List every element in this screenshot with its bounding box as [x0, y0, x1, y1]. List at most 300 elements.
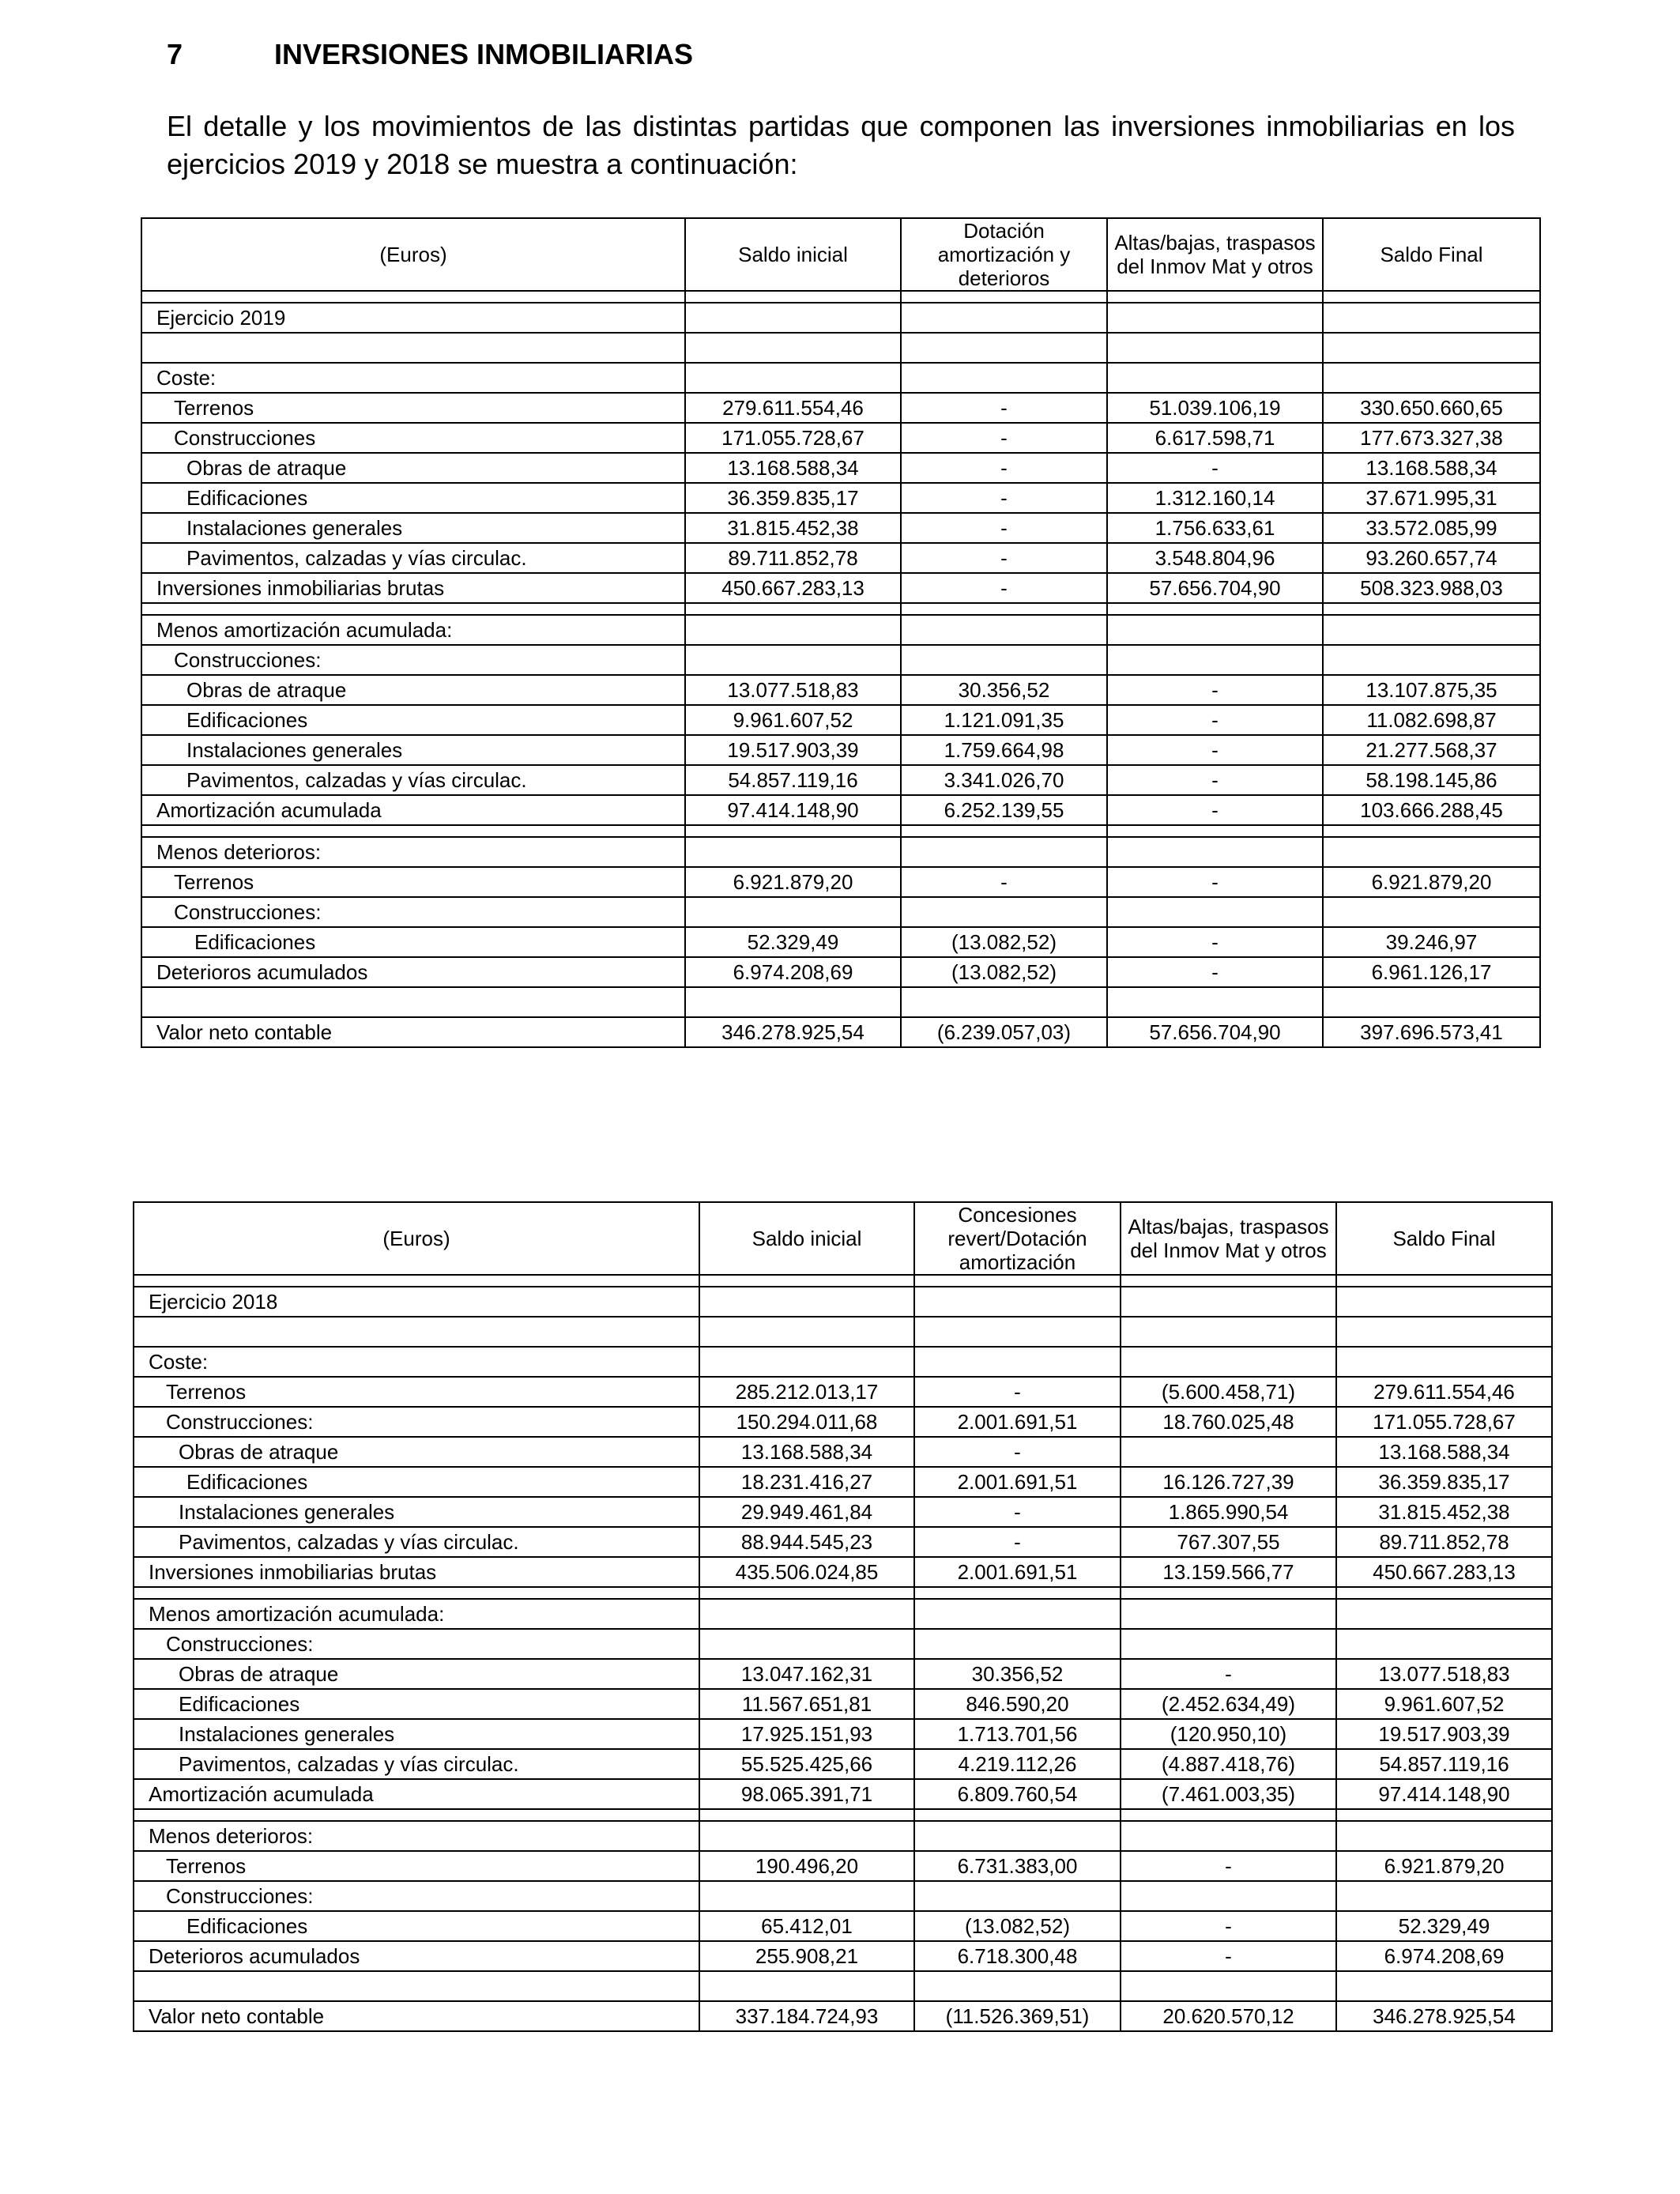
table-row — [134, 1881, 1552, 1911]
value-cell — [1121, 1809, 1336, 1821]
value-cell: 285.212.013,17 — [699, 1377, 914, 1407]
row-label: Construcciones: — [134, 1407, 699, 1437]
value-cell — [699, 1599, 914, 1629]
value-cell: - — [1107, 453, 1323, 483]
table-row — [141, 867, 1540, 897]
row-label: Valor neto contable — [141, 1017, 685, 1047]
value-cell — [699, 1587, 914, 1599]
value-cell — [1323, 987, 1540, 1017]
value-cell: 52.329,49 — [1336, 1911, 1552, 1941]
row-label: Ejercicio 2018 — [134, 1287, 699, 1317]
value-cell — [685, 987, 901, 1017]
row-label: Construcciones: — [134, 1629, 699, 1659]
value-cell — [699, 1317, 914, 1347]
row-label: Edificaciones — [134, 1911, 699, 1941]
separator-row — [134, 1809, 1552, 1821]
value-cell — [685, 837, 901, 867]
row-label: Inversiones inmobiliarias brutas — [134, 1557, 699, 1587]
header-altas-bajas: Altas/bajas, traspasos del Inmov Mat y otros — [1121, 1202, 1336, 1275]
value-cell: 13.168.588,34 — [699, 1437, 914, 1467]
value-cell: 65.412,01 — [699, 1911, 914, 1941]
table-row — [141, 735, 1540, 765]
table-row — [134, 1377, 1552, 1407]
header-saldo-final: Saldo Final — [1336, 1202, 1552, 1275]
row-label: Obras de atraque — [134, 1437, 699, 1467]
row-label: Instalaciones generales — [134, 1497, 699, 1527]
value-cell: - — [1107, 765, 1323, 795]
value-cell — [914, 1599, 1121, 1629]
value-cell: 1.312.160,14 — [1107, 483, 1323, 513]
value-cell: 330.650.660,65 — [1323, 393, 1540, 423]
value-cell: 346.278.925,54 — [685, 1017, 901, 1047]
value-cell — [1323, 291, 1540, 303]
value-cell — [685, 615, 901, 645]
row-label: Pavimentos, calzadas y vías circulac. — [134, 1749, 699, 1779]
value-cell — [1107, 897, 1323, 927]
separator-row — [134, 1587, 1552, 1599]
value-cell: - — [914, 1377, 1121, 1407]
table-row — [141, 705, 1540, 735]
table-row — [141, 837, 1540, 867]
value-cell: 57.656.704,90 — [1107, 573, 1323, 603]
value-cell: 6.961.126,17 — [1323, 957, 1540, 987]
value-cell: 6.921.879,20 — [685, 867, 901, 897]
value-cell: 6.974.208,69 — [685, 957, 901, 987]
row-label: Amortización acumulada — [141, 795, 685, 825]
value-cell — [914, 1629, 1121, 1659]
row-label: Coste: — [134, 1347, 699, 1377]
value-cell — [914, 1971, 1121, 2001]
table-row — [141, 897, 1540, 927]
value-cell: 150.294.011,68 — [699, 1407, 914, 1437]
table-row — [141, 453, 1540, 483]
header-saldo-inicial: Saldo inicial — [685, 218, 901, 291]
value-cell: - — [1121, 1911, 1336, 1941]
row-label — [141, 825, 685, 837]
table-row — [134, 1629, 1552, 1659]
value-cell — [1323, 303, 1540, 333]
value-cell — [685, 291, 901, 303]
table-row — [134, 1497, 1552, 1527]
row-label: Amortización acumulada — [134, 1779, 699, 1809]
table-2019 — [141, 217, 1541, 1048]
value-cell: 3.548.804,96 — [1107, 543, 1323, 573]
value-cell — [1323, 363, 1540, 393]
row-label: Edificaciones — [134, 1689, 699, 1719]
value-cell: (13.082,52) — [901, 957, 1107, 987]
value-cell: - — [901, 453, 1107, 483]
intro-paragraph: El detalle y los movimientos de las distintas partidas que componen las inversiones inmobiliarias en los ejercicios 2019 y 2018 se muestra a continuación: — [167, 110, 1515, 180]
value-cell: - — [914, 1497, 1121, 1527]
value-cell: 6.718.300,48 — [914, 1941, 1121, 1971]
value-cell — [901, 897, 1107, 927]
value-cell: 17.925.151,93 — [699, 1719, 914, 1749]
value-cell: - — [1107, 867, 1323, 897]
value-cell: 279.611.554,46 — [1336, 1377, 1552, 1407]
value-cell: 1.759.664,98 — [901, 735, 1107, 765]
value-cell: 89.711.852,78 — [1336, 1527, 1552, 1557]
value-cell: 4.219.112,26 — [914, 1749, 1121, 1779]
row-label — [141, 987, 685, 1017]
value-cell: 6.921.879,20 — [1336, 1851, 1552, 1881]
value-cell — [914, 1287, 1121, 1317]
value-cell — [1121, 1275, 1336, 1287]
row-label — [134, 1317, 699, 1347]
value-cell — [1121, 1821, 1336, 1851]
table-row — [141, 987, 1540, 1017]
row-label — [141, 291, 685, 303]
row-label: Obras de atraque — [141, 453, 685, 483]
value-cell — [901, 291, 1107, 303]
value-cell: 397.696.573,41 — [1323, 1017, 1540, 1047]
value-cell: 97.414.148,90 — [685, 795, 901, 825]
value-cell: (7.461.003,35) — [1121, 1779, 1336, 1809]
table-row — [141, 645, 1540, 675]
header-altas-bajas: Altas/bajas, traspasos del Inmov Mat y otros — [1107, 218, 1323, 291]
row-label: Terrenos — [141, 393, 685, 423]
value-cell — [1107, 303, 1323, 333]
table-row — [134, 1851, 1552, 1881]
row-label: Menos deterioros: — [141, 837, 685, 867]
value-cell: 13.077.518,83 — [1336, 1659, 1552, 1689]
row-label: Edificaciones — [141, 927, 685, 957]
value-cell: (120.950,10) — [1121, 1719, 1336, 1749]
separator-row — [141, 291, 1540, 303]
value-cell: - — [1107, 957, 1323, 987]
value-cell: (6.239.057,03) — [901, 1017, 1107, 1047]
value-cell: 11.082.698,87 — [1323, 705, 1540, 735]
value-cell: 16.126.727,39 — [1121, 1467, 1336, 1497]
row-label: Deterioros acumulados — [141, 957, 685, 987]
header-saldo-inicial: Saldo inicial — [699, 1202, 914, 1275]
value-cell: - — [1107, 735, 1323, 765]
value-cell — [1336, 1629, 1552, 1659]
value-cell — [901, 615, 1107, 645]
value-cell: 52.329,49 — [685, 927, 901, 957]
value-cell: - — [901, 423, 1107, 453]
row-label — [134, 1809, 699, 1821]
table-row — [134, 2001, 1552, 2031]
separator-row — [141, 825, 1540, 837]
value-cell: 98.065.391,71 — [699, 1779, 914, 1809]
value-cell: 13.107.875,35 — [1323, 675, 1540, 705]
row-label: Terrenos — [134, 1377, 699, 1407]
value-cell: - — [914, 1527, 1121, 1557]
value-cell: - — [914, 1437, 1121, 1467]
value-cell: 6.974.208,69 — [1336, 1941, 1552, 1971]
value-cell — [685, 897, 901, 927]
header-euros: (Euros) — [141, 218, 685, 291]
row-label: Instalaciones generales — [141, 513, 685, 543]
value-cell: 57.656.704,90 — [1107, 1017, 1323, 1047]
table-row — [134, 1911, 1552, 1941]
value-cell — [1323, 837, 1540, 867]
table-row — [134, 1971, 1552, 2001]
value-cell — [685, 363, 901, 393]
value-cell — [1121, 1287, 1336, 1317]
value-cell — [699, 1809, 914, 1821]
value-cell — [1336, 1275, 1552, 1287]
value-cell: - — [1107, 705, 1323, 735]
value-cell — [685, 645, 901, 675]
table-row — [134, 1437, 1552, 1467]
value-cell: 11.567.651,81 — [699, 1689, 914, 1719]
value-cell — [1121, 1599, 1336, 1629]
value-cell: 19.517.903,39 — [1336, 1719, 1552, 1749]
table-row — [141, 573, 1540, 603]
value-cell — [1107, 615, 1323, 645]
value-cell: 39.246,97 — [1323, 927, 1540, 957]
table-row — [141, 615, 1540, 645]
value-cell: 2.001.691,51 — [914, 1407, 1121, 1437]
value-cell — [1121, 1881, 1336, 1911]
value-cell — [699, 1347, 914, 1377]
value-cell — [1121, 1347, 1336, 1377]
value-cell: - — [1107, 927, 1323, 957]
row-label: Valor neto contable — [134, 2001, 699, 2031]
value-cell: - — [901, 543, 1107, 573]
value-cell — [1336, 1881, 1552, 1911]
value-cell: 1.865.990,54 — [1121, 1497, 1336, 1527]
value-cell: 9.961.607,52 — [1336, 1689, 1552, 1719]
value-cell — [685, 825, 901, 837]
value-cell — [685, 603, 901, 615]
value-cell — [699, 1275, 914, 1287]
value-cell — [901, 987, 1107, 1017]
value-cell: 346.278.925,54 — [1336, 2001, 1552, 2031]
value-cell — [685, 303, 901, 333]
value-cell: 846.590,20 — [914, 1689, 1121, 1719]
section-number: 7 — [167, 38, 183, 70]
value-cell: 97.414.148,90 — [1336, 1779, 1552, 1809]
value-cell: - — [901, 867, 1107, 897]
value-cell: (4.887.418,76) — [1121, 1749, 1336, 1779]
row-label: Obras de atraque — [134, 1659, 699, 1689]
value-cell: - — [901, 393, 1107, 423]
value-cell: 13.077.518,83 — [685, 675, 901, 705]
row-label: Menos amortización acumulada: — [134, 1599, 699, 1629]
row-label: Terrenos — [134, 1851, 699, 1881]
table-row — [141, 675, 1540, 705]
value-cell — [685, 333, 901, 363]
table-row — [134, 1689, 1552, 1719]
value-cell — [914, 1821, 1121, 1851]
table-row — [141, 1017, 1540, 1047]
value-cell — [901, 363, 1107, 393]
value-cell: - — [1121, 1941, 1336, 1971]
value-cell: 450.667.283,13 — [685, 573, 901, 603]
value-cell — [1121, 1971, 1336, 2001]
row-label: Construcciones: — [141, 645, 685, 675]
table-row — [134, 1821, 1552, 1851]
table-row — [141, 393, 1540, 423]
value-cell: 33.572.085,99 — [1323, 513, 1540, 543]
table-header-row — [134, 1202, 1552, 1275]
value-cell: 18.760.025,48 — [1121, 1407, 1336, 1437]
row-label — [134, 1275, 699, 1287]
value-cell — [901, 333, 1107, 363]
value-cell — [1336, 1347, 1552, 1377]
row-label — [141, 333, 685, 363]
row-label: Menos deterioros: — [134, 1821, 699, 1851]
value-cell: 18.231.416,27 — [699, 1467, 914, 1497]
value-cell: 54.857.119,16 — [1336, 1749, 1552, 1779]
table-row — [141, 423, 1540, 453]
value-cell: 88.944.545,23 — [699, 1527, 914, 1557]
value-cell — [1121, 1437, 1336, 1467]
row-label: Edificaciones — [141, 483, 685, 513]
value-cell — [1107, 291, 1323, 303]
table-row — [134, 1659, 1552, 1689]
value-cell — [1107, 603, 1323, 615]
table-row — [141, 543, 1540, 573]
value-cell — [699, 1971, 914, 2001]
value-cell: 13.168.588,34 — [1336, 1437, 1552, 1467]
row-label: Ejercicio 2019 — [141, 303, 685, 333]
value-cell: - — [901, 513, 1107, 543]
value-cell: 31.815.452,38 — [685, 513, 901, 543]
value-cell: 171.055.728,67 — [685, 423, 901, 453]
value-cell: 31.815.452,38 — [1336, 1497, 1552, 1527]
table-row — [134, 1347, 1552, 1377]
value-cell: 20.620.570,12 — [1121, 2001, 1336, 2031]
table-row — [134, 1557, 1552, 1587]
table-row — [134, 1527, 1552, 1557]
value-cell — [699, 1821, 914, 1851]
value-cell — [1107, 837, 1323, 867]
value-cell — [914, 1317, 1121, 1347]
value-cell — [1323, 615, 1540, 645]
row-label: Pavimentos, calzadas y vías circulac. — [134, 1527, 699, 1557]
value-cell — [699, 1629, 914, 1659]
value-cell — [1323, 897, 1540, 927]
table-row — [141, 333, 1540, 363]
value-cell — [1107, 363, 1323, 393]
value-cell — [914, 1881, 1121, 1911]
header-saldo-final: Saldo Final — [1323, 218, 1540, 291]
value-cell — [901, 603, 1107, 615]
value-cell: 6.617.598,71 — [1107, 423, 1323, 453]
separator-row — [134, 1275, 1552, 1287]
value-cell: 2.001.691,51 — [914, 1467, 1121, 1497]
value-cell: 21.277.568,37 — [1323, 735, 1540, 765]
value-cell: 337.184.724,93 — [699, 2001, 914, 2031]
value-cell — [1121, 1587, 1336, 1599]
row-label: Construcciones — [141, 423, 685, 453]
value-cell: 767.307,55 — [1121, 1527, 1336, 1557]
value-cell: 36.359.835,17 — [685, 483, 901, 513]
table-row — [141, 957, 1540, 987]
value-cell — [1336, 1599, 1552, 1629]
value-cell — [1121, 1317, 1336, 1347]
row-label: Deterioros acumulados — [134, 1941, 699, 1971]
value-cell: 190.496,20 — [699, 1851, 914, 1881]
value-cell — [901, 645, 1107, 675]
value-cell: - — [1107, 675, 1323, 705]
separator-row — [141, 603, 1540, 615]
row-label: Obras de atraque — [141, 675, 685, 705]
value-cell — [1107, 645, 1323, 675]
header-euros: (Euros) — [134, 1202, 699, 1275]
value-cell — [914, 1347, 1121, 1377]
value-cell: - — [901, 573, 1107, 603]
value-cell: 13.168.588,34 — [1323, 453, 1540, 483]
value-cell: 51.039.106,19 — [1107, 393, 1323, 423]
value-cell: 2.001.691,51 — [914, 1557, 1121, 1587]
value-cell — [901, 825, 1107, 837]
value-cell — [914, 1809, 1121, 1821]
value-cell — [1107, 825, 1323, 837]
value-cell: 30.356,52 — [901, 675, 1107, 705]
value-cell: 58.198.145,86 — [1323, 765, 1540, 795]
row-label: Pavimentos, calzadas y vías circulac. — [141, 543, 685, 573]
row-label: Pavimentos, calzadas y vías circulac. — [141, 765, 685, 795]
value-cell — [1323, 825, 1540, 837]
table-row — [134, 1599, 1552, 1629]
value-cell: 103.666.288,45 — [1323, 795, 1540, 825]
table-row — [134, 1407, 1552, 1437]
value-cell: 255.908,21 — [699, 1941, 914, 1971]
value-cell: - — [1107, 795, 1323, 825]
value-cell: 1.121.091,35 — [901, 705, 1107, 735]
table-row — [141, 363, 1540, 393]
value-cell — [1336, 1287, 1552, 1317]
value-cell — [914, 1275, 1121, 1287]
value-cell — [914, 1587, 1121, 1599]
table-row — [141, 765, 1540, 795]
value-cell: 13.047.162,31 — [699, 1659, 914, 1689]
table-header-row — [141, 218, 1540, 291]
value-cell: 89.711.852,78 — [685, 543, 901, 573]
value-cell: 13.159.566,77 — [1121, 1557, 1336, 1587]
value-cell: 435.506.024,85 — [699, 1557, 914, 1587]
value-cell — [1323, 333, 1540, 363]
row-label: Coste: — [141, 363, 685, 393]
section-title: INVERSIONES INMOBILIARIAS — [274, 38, 694, 70]
section-heading — [167, 38, 693, 71]
value-cell — [1107, 333, 1323, 363]
value-cell: 55.525.425,66 — [699, 1749, 914, 1779]
table-row — [134, 1749, 1552, 1779]
value-cell: 6.921.879,20 — [1323, 867, 1540, 897]
row-label: Terrenos — [141, 867, 685, 897]
value-cell: 450.667.283,13 — [1336, 1557, 1552, 1587]
table-row — [134, 1779, 1552, 1809]
value-cell: 37.671.995,31 — [1323, 483, 1540, 513]
value-cell — [699, 1287, 914, 1317]
value-cell: 1.756.633,61 — [1107, 513, 1323, 543]
value-cell: (2.452.634,49) — [1121, 1689, 1336, 1719]
value-cell — [1336, 1809, 1552, 1821]
table-row — [141, 795, 1540, 825]
value-cell: - — [1121, 1659, 1336, 1689]
row-label: Construcciones: — [134, 1881, 699, 1911]
value-cell: 30.356,52 — [914, 1659, 1121, 1689]
row-label: Instalaciones generales — [141, 735, 685, 765]
value-cell: - — [901, 483, 1107, 513]
value-cell: 9.961.607,52 — [685, 705, 901, 735]
value-cell: (5.600.458,71) — [1121, 1377, 1336, 1407]
row-label: Menos amortización acumulada: — [141, 615, 685, 645]
value-cell: 279.611.554,46 — [685, 393, 901, 423]
row-label — [134, 1971, 699, 2001]
value-cell — [1323, 603, 1540, 615]
value-cell: 13.168.588,34 — [685, 453, 901, 483]
value-cell: 171.055.728,67 — [1336, 1407, 1552, 1437]
value-cell — [1323, 645, 1540, 675]
value-cell: (13.082,52) — [901, 927, 1107, 957]
row-label: Edificaciones — [141, 705, 685, 735]
